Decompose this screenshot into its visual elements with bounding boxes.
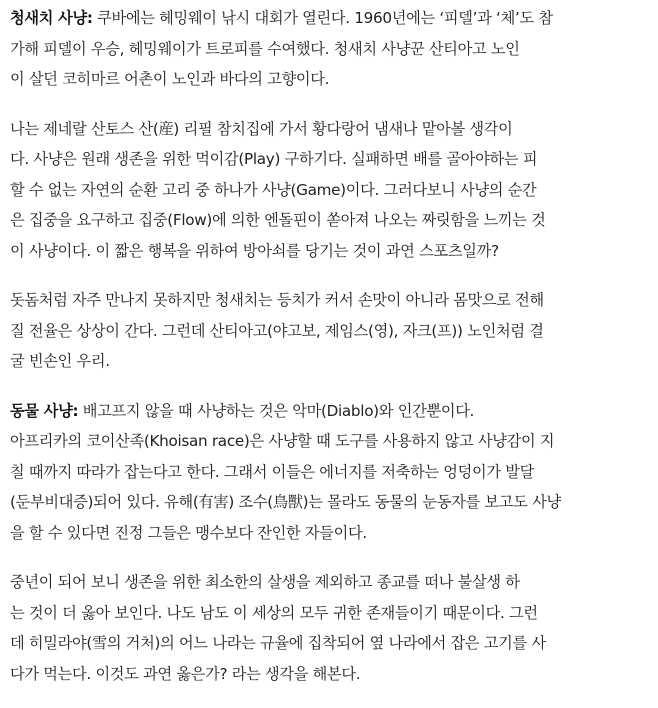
paragraph-line: 중년이 되어 보니 생존을 위한 최소한의 살생을 제외하고 종교를 떠나 불살생 하 xyxy=(10,573,520,591)
paragraph-line: 할 수 없는 자연의 순환 고리 중 하나가 사냥(Game)이다. 그러다보니 사냥의 순간 xyxy=(10,180,537,199)
paragraph-tuna xyxy=(10,114,652,267)
line-text: 배고프지 않을 때 사냥하는 것은 악마(Diablo)와 인간뿐이다. xyxy=(78,401,475,420)
paragraph-line: 이 사냥이다. 이 짧은 행복을 위하여 방아쇠를 당기는 것이 과연 스포츠일까? xyxy=(10,241,499,260)
paragraph-line: 나는 제네랄 산토스 산(産) 리필 참치집에 가서 황다랑어 냄새나 맡아볼 생각이 xyxy=(10,119,513,138)
section-heading-marlin: 청새치 사냥: xyxy=(10,9,93,27)
paragraph-line: 이 살던 코히마르 어촌이 노인과 바다의 고향이다. xyxy=(10,70,330,88)
paragraph-marlin-fishing xyxy=(10,3,652,95)
paragraph-middle-age xyxy=(10,567,652,689)
paragraph-line: 굴 빈손인 우리. xyxy=(10,352,110,370)
paragraph-animal-hunting xyxy=(10,396,652,549)
paragraph-line: (둔부비대증)되어 있다. 유해(有害) 조수(鳥獸)는 몰라도 동물의 눈동자를 보고도 사냥 xyxy=(10,493,561,511)
paragraph-santiago xyxy=(10,285,652,377)
paragraph-line: 다. 사냥은 원래 생존을 위한 먹이감(Play) 구하기다. 실패하면 배를 골아야하는 피 xyxy=(10,150,538,168)
paragraph-line xyxy=(10,3,652,34)
paragraph-line xyxy=(10,396,652,427)
paragraph-line: 칠 때까지 따라가 잡는다고 한다. 그래서 이들은 에너지를 저축하는 엉덩이가 발달 xyxy=(10,462,535,481)
paragraph-line: 가해 피델이 우승, 헤밍웨이가 트로피를 수여했다. 청새치 사냥꾼 산티아고 노인 xyxy=(10,39,520,58)
paragraph-line: 질 전율은 상상이 간다. 그런데 산티아고(야고보, 제임스(영), 자크(프)) 노인처럼 결 xyxy=(10,321,544,340)
paragraph-line: 아프리카의 코이산족(Khoisan race)은 사냥할 때 도구를 사용하지 않고 사냥감이 지 xyxy=(10,432,555,450)
paragraph-line: 은 집중을 요구하고 집중(Flow)에 의한 엔돌핀이 쏟아져 나오는 짜릿함을 느끼는 것 xyxy=(10,211,546,229)
paragraph-line: 데 히밀라야(雪의 거처)의 어느 나라는 규율에 집착되어 옆 나라에서 잡은 고기를 사 xyxy=(10,634,546,652)
paragraph-line: 을 할 수 있다면 진정 그들은 맹수보다 잔인한 자들이다. xyxy=(10,523,367,542)
line-text: 쿠바에는 헤밍웨이 낚시 대회가 열린다. 1960년에는 ‘피델’과 ‘체’도 참 xyxy=(92,9,553,27)
section-heading-animal: 동물 사냥: xyxy=(10,401,79,420)
paragraph-line: 다가 먹는다. 이것도 과연 옳은가? 라는 생각을 해본다. xyxy=(10,664,361,683)
paragraph-line: 돗돔처럼 자주 만나지 못하지만 청새치는 등치가 커서 손맛이 아니라 몸맛으로 전해 xyxy=(10,291,544,309)
paragraph-line: 는 것이 더 옳아 보인다. 나도 남도 이 세상의 모두 귀한 존재들이기 때문이다. 그런 xyxy=(10,603,538,622)
article-body xyxy=(10,3,652,708)
